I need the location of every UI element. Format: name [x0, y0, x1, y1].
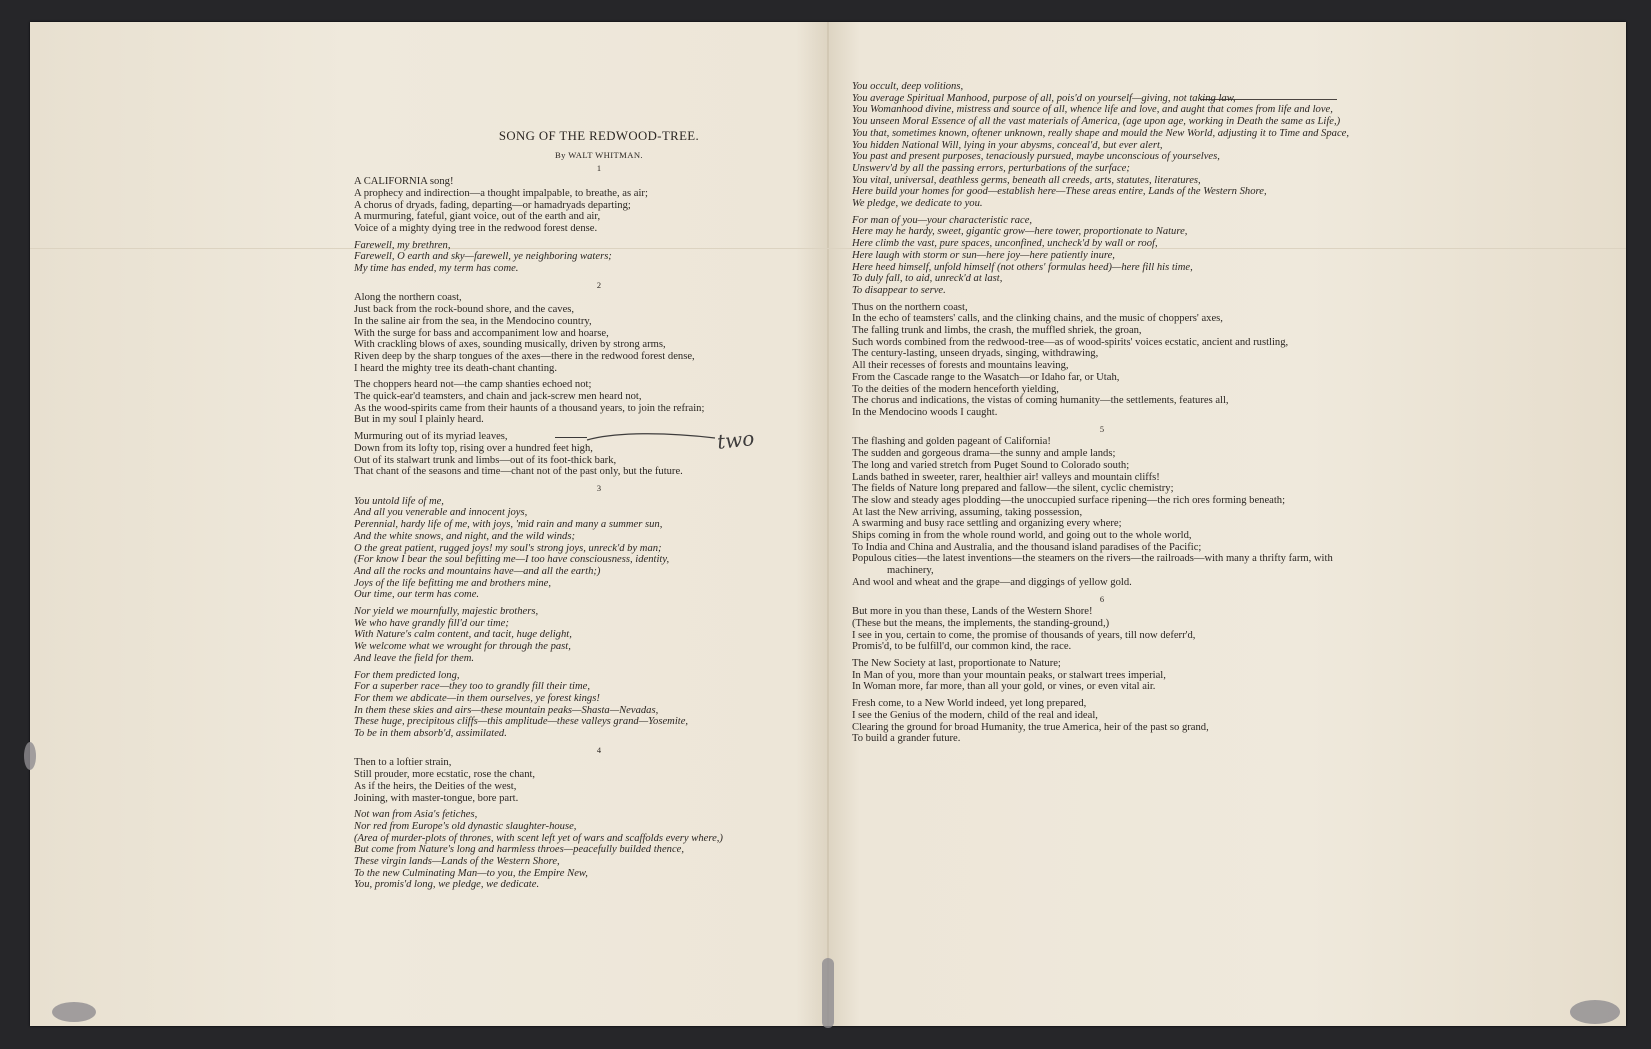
- poem-line: You unseen Moral Essence of all the vast materials of America, (age upon age, working in Death the same as Life,): [852, 116, 1341, 128]
- poem-line: All their recesses of forests and mountains leaving,: [852, 360, 1069, 372]
- poem-line: Here climb the vast, pure spaces, unconfined, uncheck'd by wall or roof,: [852, 238, 1158, 250]
- poem-line: We welcome what we wrought for through the past,: [354, 641, 571, 653]
- poem-line: I see the Genius of the modern, child of the real and ideal,: [852, 709, 1098, 721]
- poem-line: You occult, deep volitions,: [852, 81, 964, 92]
- poem-line: A murmuring, fateful, giant voice, out of the earth and air,: [354, 211, 601, 223]
- poem-line: In the Mendocino woods I caught.: [852, 406, 998, 418]
- poem-line: Here may he hardy, sweet, gigantic grow—here tower, proportionate to Nature,: [852, 226, 1188, 238]
- stanza: [852, 698, 1352, 745]
- worn-corner-bottom-right: [1570, 1000, 1620, 1024]
- stanza: [354, 670, 844, 740]
- poem-line: In the saline air from the sea, in the Mendocino country,: [354, 315, 592, 327]
- poem-line: But come from Nature's long and harmless throes—peacefully builded thence,: [354, 844, 685, 856]
- poem-line: The New Society at last, proportionate to Nature;: [852, 658, 1061, 670]
- poem-line: The slow and steady ages plodding—the unoccupied surface ripening—the rich ores forming beneath;: [852, 494, 1286, 506]
- poem-line: Such words combined from the redwood-tree—as of wood-spirits' voices ecstatic, ancient and rustling,: [852, 336, 1289, 348]
- worn-edge-left: [24, 742, 36, 770]
- poem-line: Riven deep by the sharp tongues of the axes—there in the redwood forest dense,: [354, 350, 695, 362]
- poem-line: To build a grander future.: [852, 733, 961, 745]
- poem-line: A chorus of dryads, fading, departing—or hamadryads departing;: [354, 199, 631, 211]
- stanza: [354, 176, 844, 235]
- poem-line: Murmuring out of its myriad leaves,: [354, 431, 508, 443]
- section-number: 4: [596, 745, 602, 755]
- poem-line: Unswerv'd by all the passing errors, perturbations of the surface;: [852, 162, 1130, 174]
- poem-line: To duly fall, to aid, unreck'd at last,: [852, 273, 1003, 285]
- stanza: [354, 757, 844, 804]
- poem-line: The century-lasting, unseen dryads, singing, withdrawing,: [852, 348, 1099, 360]
- stanza: [852, 436, 1352, 588]
- poem-line: The long and varied stretch from Puget Sound to Colorado south;: [852, 459, 1130, 471]
- poem-line: At last the New arriving, assuming, taking possession,: [852, 506, 1083, 518]
- poem-line: We pledge, we dedicate to you.: [852, 198, 983, 210]
- poem-line: For them we abdicate—in them ourselves, ye forest kings!: [354, 692, 600, 704]
- right-column: [852, 81, 1352, 750]
- poem-line: Farewell, my brethren,: [354, 239, 451, 251]
- stanza: [852, 302, 1352, 419]
- poem-line: Our time, our term has come.: [354, 589, 480, 601]
- poem-line: Promis'd, to be fulfill'd, our common kind, the race.: [852, 641, 1072, 653]
- left-column-body: [354, 163, 844, 891]
- poem-line: The quick-ear'd teamsters, and chain and jack-screw men heard not,: [354, 391, 642, 403]
- poem-line: But more in you than these, Lands of the Western Shore!: [852, 606, 1093, 618]
- poem-line: You vital, universal, deathless germs, beneath all creeds, arts, statutes, literatures,: [852, 174, 1201, 186]
- poem-line: You Womanhood divine, mistress and source of all, whence life and love, and aught that comes from life and love,: [852, 104, 1333, 116]
- poem-line: Voice of a mighty dying tree in the redwood forest dense.: [354, 222, 598, 234]
- poem-line: And all you venerable and innocent joys,: [354, 507, 528, 519]
- poem-line: For them predicted long,: [354, 669, 460, 681]
- poem-line: Fresh come, to a New World indeed, yet long prepared,: [852, 698, 1087, 710]
- poem-line: The fields of Nature long prepared and fallow—the silent, cyclic chemistry;: [852, 483, 1174, 495]
- poem-line: As the wood-spirits came from their haunts of a thousand years, to join the refrain;: [354, 402, 705, 414]
- poem-line: I see in you, certain to come, the promise of thousands of years, till now deferr'd,: [852, 629, 1196, 641]
- section-number: 6: [1099, 594, 1105, 604]
- poem-line: You, promis'd long, we pledge, we dedicate.: [354, 879, 540, 891]
- poem-line: Then to a loftier strain,: [354, 757, 452, 769]
- stanza: [354, 379, 844, 426]
- poem-line: And leave the field for them.: [354, 652, 475, 664]
- section-number: 1: [596, 164, 602, 174]
- poem-line: Here laugh with storm or sun—here joy—here patiently inure,: [852, 249, 1115, 261]
- poem-line: Joys of the life befitting me and brothers mine,: [354, 577, 552, 589]
- poem-line: Down from its lofty top, rising over a hundred feet high,: [354, 442, 593, 454]
- right-column-body: [852, 81, 1352, 745]
- stanza: [852, 215, 1352, 297]
- stanza: [354, 240, 844, 275]
- poem-line: My time has ended, my term has come.: [354, 263, 519, 275]
- stanza: [354, 292, 844, 374]
- poem-line: Here build your homes for good—establish here—These areas entire, Lands of the Western Shore,: [852, 186, 1267, 198]
- poem-line: The choppers heard not—the camp shanties echoed not;: [354, 379, 592, 391]
- poem-line: That chant of the seasons and time—chant not of the past only, but the future.: [354, 466, 683, 478]
- poem-line: Here heed himself, unfold himself (not others' formulas heed)—here fill his time,: [852, 261, 1193, 273]
- poem-line: In them these skies and airs—these mountain peaks—Shasta—Nevadas,: [354, 704, 659, 716]
- stanza: [852, 658, 1352, 693]
- poem-line: To be in them absorb'd, assimilated.: [354, 728, 507, 740]
- poem-line: You hidden National Will, lying in your abysms, conceal'd, but ever alert,: [852, 139, 1163, 151]
- stanza: [354, 496, 844, 601]
- poem-line: To the deities of the modern henceforth yielding,: [852, 383, 1059, 395]
- poem-line: We who have grandly fill'd our time;: [354, 617, 509, 629]
- poem-line: A swarming and busy race settling and organizing every where;: [852, 518, 1122, 530]
- poem-line: Clearing the ground for broad Humanity, the true America, heir of the past so grand,: [852, 721, 1209, 733]
- poem-line: You past and present purposes, tenaciously pursued, maybe unconscious of yourselves,: [852, 151, 1220, 163]
- poem-line: Still prouder, more ecstatic, rose the chant,: [354, 769, 536, 781]
- poem-title: SONG OF THE REDWOOD-TREE.: [498, 129, 700, 143]
- poem-line: I heard the mighty tree its death-chant chanting.: [354, 362, 557, 374]
- poem-line: From the Cascade range to the Wasatch—or Idaho far, or Utah,: [852, 371, 1120, 383]
- section-number: 3: [596, 483, 602, 493]
- poem-line: Not wan from Asia's fetiches,: [354, 809, 478, 821]
- poem-line: But in my soul I plainly heard.: [354, 414, 484, 426]
- poem-line: You untold life of me,: [354, 495, 444, 507]
- poem-line: With the surge for bass and accompaniment low and hoarse,: [354, 327, 609, 339]
- poem-line: The falling trunk and limbs, the crash, the muffled shriek, the groan,: [852, 325, 1142, 337]
- poem-line: To India and China and Australia, and the thousand island paradises of the Pacific;: [852, 541, 1202, 553]
- section-number: 2: [596, 280, 602, 290]
- poem-line: The flashing and golden pageant of California!: [852, 436, 1051, 448]
- poem-line: Nor yield we mournfully, majestic brothers,: [354, 606, 539, 618]
- section-number: 5: [1099, 424, 1105, 434]
- poem-line: Farewell, O earth and sky—farewell, ye neighboring waters;: [354, 251, 612, 263]
- poem-line: In Man of you, more than your mountain peaks, or stalwart trees imperial,: [852, 669, 1166, 681]
- poem-line: Populous cities—the latest inventions—the steamers on the rivers—the railroads—with many a thrifty farm, with machinery,: [852, 553, 1333, 577]
- handwritten-annotation: two: [715, 426, 756, 454]
- poem-line: With crackling blows of axes, sounding musically, driven by strong arms,: [354, 339, 666, 351]
- poem-line: And all the rocks and mountains have—and all the earth;): [354, 565, 601, 577]
- poem-line: These huge, precipitous cliffs—this amplitude—these valleys grand—Yosemite,: [354, 716, 689, 728]
- poem-line: The sudden and gorgeous drama—the sunny and ample lands;: [852, 448, 1116, 460]
- poem-line: Just back from the rock-bound shore, and the caves,: [354, 304, 575, 316]
- poem-line: In Woman more, far more, than all your gold, or vines, or even vital air.: [852, 681, 1156, 693]
- handwritten-correction-stroke: [585, 430, 725, 446]
- poem-line: To disappear to serve.: [852, 284, 946, 296]
- worn-corner-bottom-left: [52, 1002, 96, 1022]
- poem-line: Thus on the northern coast,: [852, 301, 968, 313]
- poem-line: And wool and wheat and the grape—and diggings of yellow gold.: [852, 576, 1132, 588]
- stanza: [354, 809, 844, 891]
- poem-line: To the new Culminating Man—to you, the Empire New,: [354, 867, 588, 879]
- poem-line: (For know I bear the soul befitting me—I too have consciousness, identity,: [354, 554, 670, 566]
- poem-line: As if the heirs, the Deities of the west,: [354, 780, 517, 792]
- poem-line: You that, sometimes known, oftener unknown, really shape and mould the New World, adjusting it to Time and Space,: [852, 127, 1350, 139]
- poem-line: Out of its stalwart trunk and limbs—out of its foot-thick bark,: [354, 454, 617, 466]
- poem-line: For man of you—your characteristic race,: [852, 214, 1033, 226]
- poem-line: Perennial, hardy life of me, with joys, 'mid rain and many a summer sun,: [354, 519, 663, 531]
- poem-line: With Nature's calm content, and tacit, huge delight,: [354, 629, 572, 641]
- stanza: [852, 606, 1352, 653]
- poem-line: (Area of murder-plots of thrones, with scent left yet of wars and scaffolds every where,): [354, 832, 723, 844]
- poem-line: Lands bathed in sweeter, rarer, healthier air! valleys and mountain cliffs!: [852, 471, 1160, 483]
- poem-line: Along the northern coast,: [354, 292, 462, 304]
- left-column: [354, 107, 844, 896]
- poem-line: O the great patient, rugged joys! my soul's strong joys, unreck'd by man;: [354, 542, 662, 554]
- worn-fold-bottom: [822, 958, 834, 1028]
- stanza: [852, 81, 1352, 210]
- poem-line: The chorus and indications, the vistas of coming humanity—the settlements, features all,: [852, 395, 1229, 407]
- poem-line: Ships coming in from the whole round world, and going out to the whole world,: [852, 530, 1192, 542]
- strikethrough-mark: [555, 437, 587, 438]
- poem-line: Joining, with master-tongue, bore part.: [354, 792, 519, 804]
- poem-line: For a superber race—they too to grandly fill their time,: [354, 681, 590, 693]
- poem-byline: By WALT WHITMAN.: [555, 149, 643, 160]
- poem-line: And the white snows, and night, and the wild winds;: [354, 530, 575, 542]
- stanza: [354, 606, 844, 665]
- poem-line: You average Spiritual Manhood, purpose of all, pois'd on yourself—giving, not taking law,: [852, 92, 1236, 104]
- poem-line: These virgin lands—Lands of the Western Shore,: [354, 856, 560, 868]
- poem-line: Nor red from Europe's old dynastic slaughter-house,: [354, 820, 577, 832]
- poem-line: A prophecy and indirection—a thought impalpable, to breathe, as air;: [354, 187, 648, 199]
- poem-line: A CALIFORNIA song!: [354, 176, 454, 188]
- poem-line: In the echo of teamsters' calls, and the clinking chains, and the music of choppers' axes,: [852, 313, 1223, 325]
- poem-line: (These but the means, the implements, the standing-ground,): [852, 617, 1110, 629]
